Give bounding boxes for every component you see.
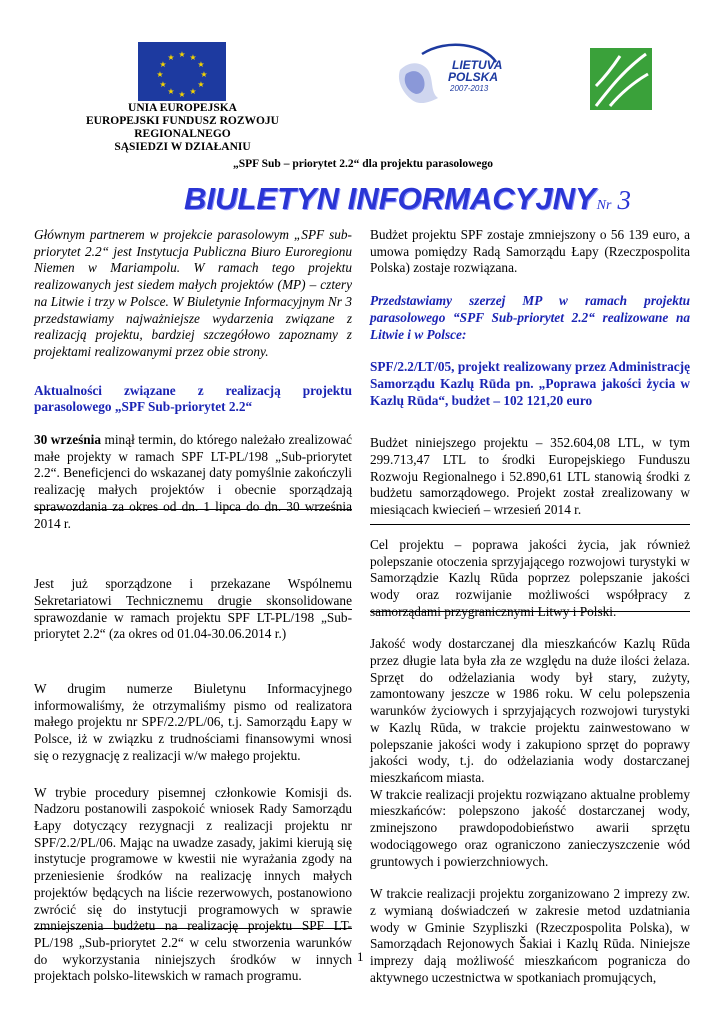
project-heading: SPF/2.2/LT/05, projekt realizowany przez Administrację Samorządu Kazlų Rūda pn. „Poprawa jakości życia w Kazlų Rūda“, budżet – 102 121,20 euro — [370, 359, 690, 408]
issuer-line: SĄSIEDZI W DZIAŁANIU — [114, 141, 251, 153]
date-highlight: 30 września — [34, 432, 102, 448]
eu-flag-logo — [138, 42, 226, 101]
issue-label: Nr — [596, 198, 612, 213]
bulletin-title: BIULETYN INFORMACYJNY — [184, 181, 596, 216]
present-heading: Przedstawiamy szerzej MP w ramach projektu parasolowego “SPF Sub-priorytet 2.2“ realizowane na Litwie i w Polsce: — [370, 293, 690, 342]
section-divider — [370, 611, 690, 612]
svg-text:★: ★ — [197, 60, 205, 69]
svg-text:★: ★ — [178, 90, 186, 99]
paragraph: Jakość wody dostarczanej dla mieszkańców Kazlų Rūda przez długie lata była zła ze względu na duże ilości żelaza. Sprzęt do odżelaziania wody był stary, zużyty, zamontowany jeszcze w 1986 roku. W celu polepszenia warunków życiowych i sprzyjających rozwojowi turystyki w Kazlų Rūda, w trakcie projektu zainwestowano w polepszanie jakości wody i zakupiono sprzęt do poprawy jakości wody, t.j. do odżelaziania wody dostarczanej mieszkańcom miasta. — [370, 636, 690, 785]
svg-text:★: ★ — [197, 80, 205, 89]
paragraph: Jest już sporządzone i przekazane Wspólnemu Sekretariatowi Technicznemu drugie skonsolidowane sprawozdanie w ramach projektu SPF LT-PL/198 „Sub-priorytet 2.2“ (za okres od 01.04-30.06.2014 r.) — [34, 576, 352, 642]
lietuva-polska-programme-logo — [392, 40, 502, 112]
paragraph: W trakcie realizacji projektu zorganizowano 2 imprezy zw. z wymianą doświadczeń w zakresie metod uzdatniania wody w Gminie Szypliszki (Rzeczpospolita Polska), w Samorządach Rejonowych Šakiai i Kazlų Rūda. Niniejsze imprezy dają możliwość mieszkańcom pogranicza do aktywnego uczestnictwa w spotkaniach promujących, — [370, 886, 690, 985]
issuer-line: REGIONALNEGO — [134, 128, 231, 140]
paragraph: Budżet niniejszego projektu – 352.604,08 LTL, w tym 299.713,47 LTL to środki Europejskiego Funduszu Rozwoju Regionalnego i 52.890,61 LTL stanowią środki z budżetu samorządowego. Projekt został zrealizowany w miesiącach kwiecień – wrzesień 2014 r. — [370, 435, 690, 518]
page-number: 1 — [357, 949, 364, 964]
svg-text:★: ★ — [167, 87, 175, 96]
masthead — [184, 181, 631, 217]
svg-text:★: ★ — [159, 60, 167, 69]
paragraph: Cel projektu – poprawa jakości życia, jak również polepszanie otoczenia sprzyjającego rozwojowi turystyki w Samorządzie Kazlų Rūda poprzez polepszanie jakości wody oraz rozwijanie możliwości współpracy z samorządami przygranicznymi Litwy i Polski. — [370, 536, 690, 619]
svg-text:★: ★ — [167, 53, 175, 62]
svg-text:★: ★ — [178, 50, 186, 59]
svg-text:★: ★ — [159, 80, 167, 89]
paragraph: W drugim numerze Biuletynu Informacyjnego informowaliśmy, że otrzymaliśmy pismo od realizatora małego projektu nr SPF/2.2/PL/06, t.j. Samorządu Łapy w Polsce, iż w związku z trudnościami finansowymi wnosi się o rezygnację z realizacji w/w małego projektu. — [34, 681, 352, 763]
svg-text:★: ★ — [200, 70, 208, 79]
right-column — [370, 227, 690, 986]
paragraph — [34, 432, 352, 532]
green-euroregion-logo — [590, 48, 652, 110]
section-divider — [34, 928, 352, 929]
paragraph-text: minął termin, do którego należało zrealizować małe projekty w ramach SPF LT-PL/198 „Sub-priorytet 2.2“. Beneficjenci do wskazanej daty pomyślnie zakończyli realizację małych projektów i obecnie sporządzają sprawozdania za okres od dn. 1 lipca do dn. 30 września 2014 r. — [34, 432, 352, 531]
intro-paragraph: Głównym partnerem w projekcie parasolowym „SPF sub-priorytet 2.2“ jest Instytucja Publiczna Biuro Euroregionu Niemen w Mariampolu. W ramach tego projektu realizowanych jest siedem małych projektów (MP) – cztery na Litwie i trzy w Polsce. W Biuletynie Informacyjnym Nr 3 przedstawiamy najważniejsze wydarzenia związane z realizacją projektu, bardziej szczegółowo zapoznamy z projektami realizowanymi przez obie strony. — [34, 227, 352, 359]
left-column — [34, 227, 352, 985]
issuer-line: UNIA EUROPEJSKA — [128, 102, 237, 114]
section-divider — [34, 609, 352, 610]
svg-text:POLSKA: POLSKA — [448, 70, 499, 84]
news-heading: Aktualności związane z realizacją projektu parasolowego „SPF Sub-priorytet 2.2“ — [34, 382, 352, 415]
svg-text:★: ★ — [156, 70, 164, 79]
section-divider — [34, 509, 352, 510]
project-subtitle: „SPF Sub – priorytet 2.2“ dla projektu parasolowego — [233, 158, 494, 170]
issue-number: 3 — [617, 185, 631, 215]
issuer-block — [60, 102, 305, 154]
issuer-line: EUROPEJSKI FUNDUSZ ROZWOJU — [86, 115, 279, 127]
section-divider — [370, 524, 690, 525]
svg-text:2007-2013: 2007-2013 — [450, 84, 489, 93]
svg-text:LIETUVA: LIETUVA — [452, 58, 502, 72]
paragraph: Budżet projektu SPF zostaje zmniejszony o 56 139 euro, a umowa pomiędzy Radą Samorządu Łapy (Rzeczpospolita Polska) zostaje rozwiązana. — [370, 227, 690, 276]
svg-text:★: ★ — [189, 87, 197, 96]
paragraph: W trybie procedury pisemnej członkowie Komisji ds. Nadzoru postanowili zaspokoić wniosek Rady Samorządu Łapy dotyczący rezygnacji z realizacji projektu nr SPF/2.2/PL/06. Mając na uwadze zasady, jakimi kierują się instytucje programowe w kwestii nie wyrażania zgody na przeniesienie środków na realizację innych małych projektów będących na liście rezerwowych, postanowiono zwrócić się do instytucji programowych w sprawie zmniejszenia budżetu na realizację projektu SPF LT-PL/198 „Sub-priorytet 2.2“ w celu stworzenia warunków do wykorzystania niniejszych środków w innych projektach polsko-litewskich w ramach programu. — [34, 784, 352, 984]
svg-text:★: ★ — [189, 53, 197, 62]
paragraph: W trakcie realizacji projektu rozwiązano aktualne problemy mieszkańców: polepszono jakość dostarczanej wody, zminejszono prawdopodobieństwo awarii sprzętu wodociągowego oraz ograniczono zanieczyszczenie wód gruntowych i powierzchniowych. — [370, 786, 690, 869]
